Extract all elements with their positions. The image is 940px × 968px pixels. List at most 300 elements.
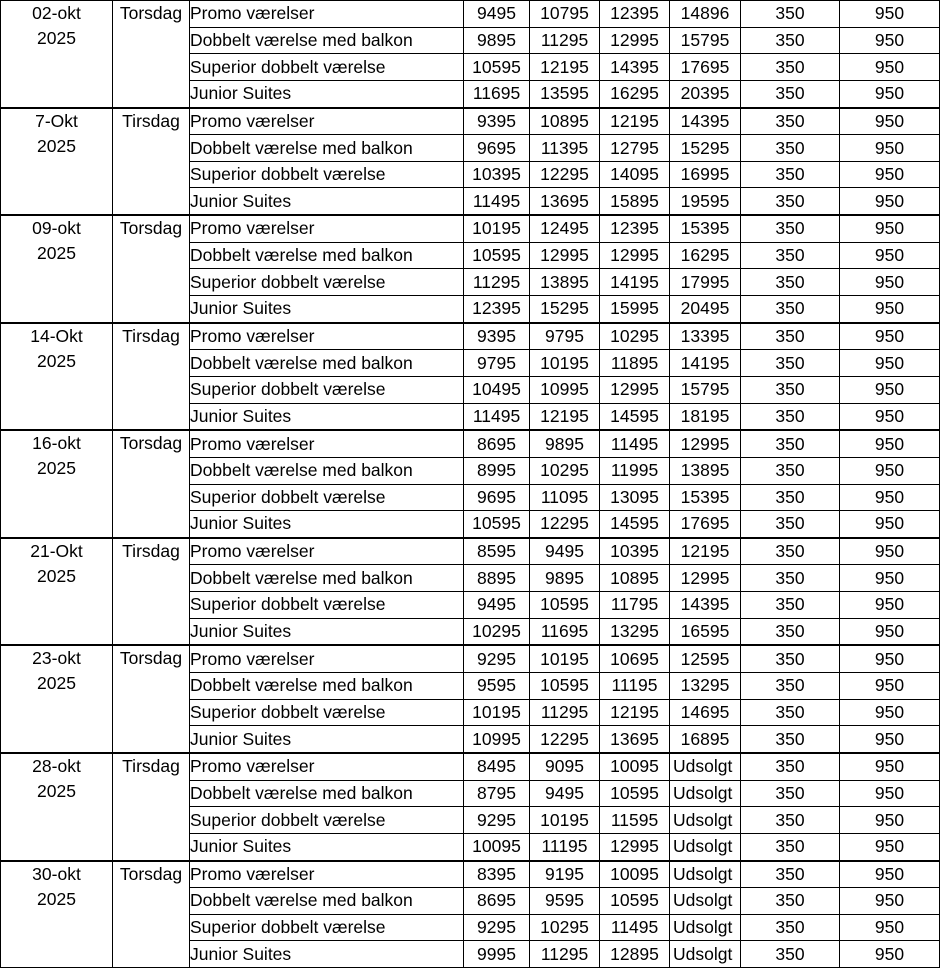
fee-cell-2: 950 bbox=[840, 941, 940, 968]
price-cell-4: 14395 bbox=[670, 592, 741, 619]
price-cell-2: 10295 bbox=[530, 457, 600, 484]
price-cell-2: 12295 bbox=[530, 161, 600, 188]
date-label: 09-okt bbox=[32, 218, 81, 239]
fee-cell-1: 350 bbox=[741, 753, 840, 780]
fee-cell-1: 350 bbox=[741, 618, 840, 645]
date-group bbox=[1, 1, 940, 108]
price-cell-3: 10595 bbox=[600, 780, 670, 807]
price-cell-3: 15995 bbox=[600, 296, 670, 323]
fee-cell-1: 350 bbox=[741, 350, 840, 377]
fee-cell-1: 350 bbox=[741, 833, 840, 860]
price-cell-4: 15795 bbox=[670, 27, 741, 54]
room-type-cell: Dobbelt værelse med balkon bbox=[190, 888, 464, 915]
price-cell-4: 18195 bbox=[670, 403, 741, 430]
price-cell-3: 12195 bbox=[600, 108, 670, 135]
price-cell-3: 11595 bbox=[600, 807, 670, 834]
year-label: 2025 bbox=[37, 780, 76, 801]
date-label: 30-okt bbox=[32, 863, 81, 884]
price-cell-2: 10595 bbox=[530, 592, 600, 619]
price-cell-4: 12995 bbox=[670, 430, 741, 457]
price-cell-4: Udsolgt bbox=[670, 888, 741, 915]
table-row bbox=[1, 215, 940, 242]
room-type-cell: Promo værelser bbox=[190, 430, 464, 457]
fee-cell-2: 950 bbox=[840, 108, 940, 135]
fee-cell-2: 950 bbox=[840, 80, 940, 107]
price-cell-4: 17995 bbox=[670, 269, 741, 296]
date-label: 7-Okt bbox=[35, 110, 78, 131]
fee-cell-1: 350 bbox=[741, 323, 840, 350]
price-cell-2: 10995 bbox=[530, 376, 600, 403]
fee-cell-1: 350 bbox=[741, 484, 840, 511]
room-type-cell: Dobbelt værelse med balkon bbox=[190, 135, 464, 162]
fee-cell-2: 950 bbox=[840, 833, 940, 860]
price-cell-1: 9295 bbox=[464, 645, 530, 672]
table-row bbox=[1, 108, 940, 135]
price-cell-1: 8995 bbox=[464, 457, 530, 484]
price-cell-4: Udsolgt bbox=[670, 833, 741, 860]
price-cell-3: 10695 bbox=[600, 645, 670, 672]
fee-cell-2: 950 bbox=[840, 888, 940, 915]
price-cell-1: 10395 bbox=[464, 161, 530, 188]
fee-cell-2: 950 bbox=[840, 376, 940, 403]
fee-cell-1: 350 bbox=[741, 592, 840, 619]
room-type-cell: Promo værelser bbox=[190, 753, 464, 780]
room-type-cell: Superior dobbelt værelse bbox=[190, 161, 464, 188]
price-cell-2: 9595 bbox=[530, 888, 600, 915]
fee-cell-1: 350 bbox=[741, 565, 840, 592]
price-cell-3: 10395 bbox=[600, 538, 670, 565]
fee-cell-1: 350 bbox=[741, 27, 840, 54]
price-cell-1: 9595 bbox=[464, 673, 530, 700]
fee-cell-2: 950 bbox=[840, 430, 940, 457]
room-type-cell: Superior dobbelt værelse bbox=[190, 376, 464, 403]
date-cell bbox=[1, 753, 113, 861]
fee-cell-2: 950 bbox=[840, 699, 940, 726]
price-cell-4: Udsolgt bbox=[670, 780, 741, 807]
room-type-cell: Dobbelt værelse med balkon bbox=[190, 27, 464, 54]
price-cell-1: 10195 bbox=[464, 215, 530, 242]
room-type-cell: Dobbelt værelse med balkon bbox=[190, 780, 464, 807]
price-cell-1: 11695 bbox=[464, 80, 530, 107]
price-cell-2: 11295 bbox=[530, 27, 600, 54]
price-cell-3: 14395 bbox=[600, 54, 670, 81]
price-cell-1: 9395 bbox=[464, 323, 530, 350]
date-cell bbox=[1, 538, 113, 646]
weekday-cell: Torsdag bbox=[113, 1, 190, 108]
price-cell-1: 9795 bbox=[464, 350, 530, 377]
room-type-cell: Junior Suites bbox=[190, 188, 464, 215]
price-cell-4: 12595 bbox=[670, 645, 741, 672]
price-cell-4: 12195 bbox=[670, 538, 741, 565]
price-cell-3: 10595 bbox=[600, 888, 670, 915]
date-label: 23-okt bbox=[32, 648, 81, 669]
price-cell-3: 14195 bbox=[600, 269, 670, 296]
price-cell-3: 11495 bbox=[600, 914, 670, 941]
price-cell-2: 11295 bbox=[530, 941, 600, 968]
date-group bbox=[1, 645, 940, 753]
price-cell-4: 14896 bbox=[670, 1, 741, 28]
price-cell-2: 12195 bbox=[530, 403, 600, 430]
fee-cell-2: 950 bbox=[840, 161, 940, 188]
price-cell-1: 10495 bbox=[464, 376, 530, 403]
room-type-cell: Junior Suites bbox=[190, 80, 464, 107]
year-label: 2025 bbox=[37, 565, 76, 586]
price-cell-3: 13295 bbox=[600, 618, 670, 645]
price-cell-1: 9495 bbox=[464, 592, 530, 619]
fee-cell-2: 950 bbox=[840, 592, 940, 619]
price-cell-2: 10195 bbox=[530, 645, 600, 672]
year-label: 2025 bbox=[37, 243, 76, 264]
price-cell-4: 15395 bbox=[670, 484, 741, 511]
room-type-cell: Promo værelser bbox=[190, 861, 464, 888]
price-cell-4: Udsolgt bbox=[670, 861, 741, 888]
room-type-cell: Dobbelt værelse med balkon bbox=[190, 457, 464, 484]
price-cell-2: 12195 bbox=[530, 54, 600, 81]
room-type-cell: Promo værelser bbox=[190, 323, 464, 350]
fee-cell-2: 950 bbox=[840, 54, 940, 81]
fee-cell-1: 350 bbox=[741, 673, 840, 700]
price-cell-2: 13695 bbox=[530, 188, 600, 215]
fee-cell-2: 950 bbox=[840, 350, 940, 377]
fee-cell-1: 350 bbox=[741, 780, 840, 807]
price-cell-3: 12895 bbox=[600, 941, 670, 968]
fee-cell-1: 350 bbox=[741, 269, 840, 296]
fee-cell-2: 950 bbox=[840, 914, 940, 941]
price-cell-4: 13395 bbox=[670, 323, 741, 350]
price-cell-3: 12995 bbox=[600, 833, 670, 860]
fee-cell-2: 950 bbox=[840, 269, 940, 296]
price-cell-2: 13595 bbox=[530, 80, 600, 107]
price-cell-4: 16995 bbox=[670, 161, 741, 188]
price-cell-1: 8495 bbox=[464, 753, 530, 780]
fee-cell-2: 950 bbox=[840, 242, 940, 269]
price-cell-1: 10195 bbox=[464, 699, 530, 726]
price-cell-1: 9995 bbox=[464, 941, 530, 968]
price-cell-4: Udsolgt bbox=[670, 914, 741, 941]
fee-cell-2: 950 bbox=[840, 753, 940, 780]
price-cell-1: 12395 bbox=[464, 296, 530, 323]
price-cell-2: 11295 bbox=[530, 699, 600, 726]
price-cell-1: 10095 bbox=[464, 833, 530, 860]
fee-cell-1: 350 bbox=[741, 645, 840, 672]
fee-cell-2: 950 bbox=[840, 457, 940, 484]
date-label: 02-okt bbox=[32, 3, 81, 23]
price-cell-4: 14395 bbox=[670, 108, 741, 135]
room-type-cell: Superior dobbelt værelse bbox=[190, 592, 464, 619]
price-cell-1: 10595 bbox=[464, 511, 530, 538]
room-type-cell: Dobbelt værelse med balkon bbox=[190, 673, 464, 700]
weekday-cell: Torsdag bbox=[113, 645, 190, 753]
price-cell-3: 16295 bbox=[600, 80, 670, 107]
date-cell bbox=[1, 323, 113, 431]
fee-cell-2: 950 bbox=[840, 538, 940, 565]
table-row bbox=[1, 861, 940, 888]
room-type-cell: Superior dobbelt værelse bbox=[190, 484, 464, 511]
price-cell-2: 13895 bbox=[530, 269, 600, 296]
price-cell-3: 12995 bbox=[600, 242, 670, 269]
room-type-cell: Junior Suites bbox=[190, 403, 464, 430]
fee-cell-2: 950 bbox=[840, 323, 940, 350]
room-type-cell: Junior Suites bbox=[190, 511, 464, 538]
room-type-cell: Dobbelt værelse med balkon bbox=[190, 565, 464, 592]
date-cell bbox=[1, 861, 113, 968]
weekday-cell: Tirsdag bbox=[113, 753, 190, 861]
fee-cell-2: 950 bbox=[840, 135, 940, 162]
price-cell-1: 8895 bbox=[464, 565, 530, 592]
price-cell-3: 14095 bbox=[600, 161, 670, 188]
fee-cell-2: 950 bbox=[840, 807, 940, 834]
price-cell-2: 12495 bbox=[530, 215, 600, 242]
price-cell-4: 20395 bbox=[670, 80, 741, 107]
price-cell-4: 16295 bbox=[670, 242, 741, 269]
price-cell-2: 12295 bbox=[530, 726, 600, 753]
year-label: 2025 bbox=[37, 135, 76, 156]
weekday-cell: Tirsdag bbox=[113, 323, 190, 431]
price-cell-2: 11195 bbox=[530, 833, 600, 860]
room-type-cell: Promo værelser bbox=[190, 108, 464, 135]
year-label: 2025 bbox=[37, 888, 76, 909]
price-cell-4: 13895 bbox=[670, 457, 741, 484]
fee-cell-2: 950 bbox=[840, 188, 940, 215]
fee-cell-1: 350 bbox=[741, 242, 840, 269]
price-cell-4: Udsolgt bbox=[670, 807, 741, 834]
date-group bbox=[1, 430, 940, 538]
price-cell-2: 9095 bbox=[530, 753, 600, 780]
date-label: 16-okt bbox=[32, 433, 81, 454]
price-cell-1: 8695 bbox=[464, 888, 530, 915]
price-cell-3: 10095 bbox=[600, 753, 670, 780]
fee-cell-2: 950 bbox=[840, 215, 940, 242]
price-cell-3: 12995 bbox=[600, 376, 670, 403]
price-cell-1: 9695 bbox=[464, 135, 530, 162]
price-cell-2: 9895 bbox=[530, 430, 600, 457]
fee-cell-2: 950 bbox=[840, 27, 940, 54]
price-cell-2: 11695 bbox=[530, 618, 600, 645]
fee-cell-2: 950 bbox=[840, 1, 940, 28]
fee-cell-2: 950 bbox=[840, 780, 940, 807]
price-cell-2: 15295 bbox=[530, 296, 600, 323]
fee-cell-1: 350 bbox=[741, 296, 840, 323]
price-cell-2: 10895 bbox=[530, 108, 600, 135]
date-cell bbox=[1, 430, 113, 538]
fee-cell-1: 350 bbox=[741, 511, 840, 538]
price-cell-4: 19595 bbox=[670, 188, 741, 215]
date-group bbox=[1, 538, 940, 646]
price-cell-4: 14195 bbox=[670, 350, 741, 377]
price-cell-2: 10295 bbox=[530, 914, 600, 941]
price-cell-1: 9295 bbox=[464, 807, 530, 834]
price-cell-4: 15795 bbox=[670, 376, 741, 403]
fee-cell-1: 350 bbox=[741, 215, 840, 242]
date-label: 14-Okt bbox=[30, 325, 83, 346]
fee-cell-1: 350 bbox=[741, 538, 840, 565]
fee-cell-1: 350 bbox=[741, 80, 840, 107]
price-cell-4: 13295 bbox=[670, 673, 741, 700]
fee-cell-1: 350 bbox=[741, 403, 840, 430]
price-cell-4: 16895 bbox=[670, 726, 741, 753]
price-cell-3: 11995 bbox=[600, 457, 670, 484]
price-cell-2: 11395 bbox=[530, 135, 600, 162]
fee-cell-2: 950 bbox=[840, 296, 940, 323]
price-cell-1: 8395 bbox=[464, 861, 530, 888]
price-cell-1: 10595 bbox=[464, 242, 530, 269]
fee-cell-2: 950 bbox=[840, 618, 940, 645]
price-cell-3: 10895 bbox=[600, 565, 670, 592]
date-group bbox=[1, 215, 940, 323]
date-cell bbox=[1, 645, 113, 753]
price-cell-2: 12295 bbox=[530, 511, 600, 538]
weekday-cell: Tirsdag bbox=[113, 538, 190, 646]
room-type-cell: Promo værelser bbox=[190, 1, 464, 28]
room-type-cell: Promo værelser bbox=[190, 215, 464, 242]
table-row bbox=[1, 645, 940, 672]
weekday-cell: Tirsdag bbox=[113, 108, 190, 216]
price-cell-4: 17695 bbox=[670, 511, 741, 538]
price-cell-2: 10195 bbox=[530, 350, 600, 377]
price-cell-1: 8595 bbox=[464, 538, 530, 565]
room-type-cell: Superior dobbelt værelse bbox=[190, 914, 464, 941]
date-label: 28-okt bbox=[32, 755, 81, 776]
fee-cell-1: 350 bbox=[741, 188, 840, 215]
price-cell-3: 12395 bbox=[600, 215, 670, 242]
room-type-cell: Junior Suites bbox=[190, 941, 464, 968]
price-cell-4: 14695 bbox=[670, 699, 741, 726]
price-cell-3: 10095 bbox=[600, 861, 670, 888]
price-cell-3: 11795 bbox=[600, 592, 670, 619]
price-cell-2: 10595 bbox=[530, 673, 600, 700]
fee-cell-2: 950 bbox=[840, 403, 940, 430]
price-cell-2: 9895 bbox=[530, 565, 600, 592]
room-type-cell: Superior dobbelt værelse bbox=[190, 807, 464, 834]
room-type-cell: Superior dobbelt værelse bbox=[190, 269, 464, 296]
fee-cell-1: 350 bbox=[741, 726, 840, 753]
date-cell bbox=[1, 215, 113, 323]
price-cell-3: 14595 bbox=[600, 403, 670, 430]
date-cell bbox=[1, 108, 113, 216]
year-label: 2025 bbox=[37, 28, 76, 48]
price-cell-2: 9495 bbox=[530, 780, 600, 807]
price-cell-2: 9795 bbox=[530, 323, 600, 350]
room-type-cell: Superior dobbelt værelse bbox=[190, 699, 464, 726]
weekday-cell: Torsdag bbox=[113, 861, 190, 968]
fee-cell-1: 350 bbox=[741, 161, 840, 188]
price-cell-4: 20495 bbox=[670, 296, 741, 323]
year-label: 2025 bbox=[37, 458, 76, 479]
table-row bbox=[1, 323, 940, 350]
fee-cell-1: 350 bbox=[741, 376, 840, 403]
date-group bbox=[1, 323, 940, 431]
weekday-cell: Torsdag bbox=[113, 430, 190, 538]
price-cell-3: 11495 bbox=[600, 430, 670, 457]
price-cell-3: 13095 bbox=[600, 484, 670, 511]
price-cell-1: 8795 bbox=[464, 780, 530, 807]
year-label: 2025 bbox=[37, 350, 76, 371]
price-cell-1: 11495 bbox=[464, 188, 530, 215]
price-cell-4: 15295 bbox=[670, 135, 741, 162]
fee-cell-2: 950 bbox=[840, 645, 940, 672]
price-cell-3: 10295 bbox=[600, 323, 670, 350]
table-row bbox=[1, 753, 940, 780]
price-cell-3: 11195 bbox=[600, 673, 670, 700]
price-cell-4: 16595 bbox=[670, 618, 741, 645]
price-cell-1: 10995 bbox=[464, 726, 530, 753]
price-cell-3: 15895 bbox=[600, 188, 670, 215]
date-group bbox=[1, 861, 940, 968]
price-cell-4: 17695 bbox=[670, 54, 741, 81]
fee-cell-1: 350 bbox=[741, 108, 840, 135]
room-type-cell: Promo værelser bbox=[190, 645, 464, 672]
date-cell bbox=[1, 1, 113, 108]
price-cell-2: 9495 bbox=[530, 538, 600, 565]
room-type-cell: Junior Suites bbox=[190, 296, 464, 323]
fee-cell-2: 950 bbox=[840, 565, 940, 592]
price-cell-1: 10595 bbox=[464, 54, 530, 81]
year-label: 2025 bbox=[37, 673, 76, 694]
date-group bbox=[1, 753, 940, 861]
date-label: 21-Okt bbox=[30, 540, 83, 561]
price-cell-2: 9195 bbox=[530, 861, 600, 888]
table-row bbox=[1, 538, 940, 565]
fee-cell-1: 350 bbox=[741, 861, 840, 888]
price-cell-3: 12395 bbox=[600, 1, 670, 28]
price-cell-1: 10295 bbox=[464, 618, 530, 645]
price-cell-3: 12995 bbox=[600, 27, 670, 54]
price-cell-1: 9895 bbox=[464, 27, 530, 54]
price-cell-2: 12995 bbox=[530, 242, 600, 269]
price-cell-3: 14595 bbox=[600, 511, 670, 538]
fee-cell-1: 350 bbox=[741, 135, 840, 162]
fee-cell-1: 350 bbox=[741, 807, 840, 834]
price-cell-4: 12995 bbox=[670, 565, 741, 592]
weekday-cell: Torsdag bbox=[113, 215, 190, 323]
room-type-cell: Promo værelser bbox=[190, 538, 464, 565]
table-row bbox=[1, 1, 940, 28]
price-cell-4: 15395 bbox=[670, 215, 741, 242]
date-group bbox=[1, 108, 940, 216]
price-cell-1: 11295 bbox=[464, 269, 530, 296]
price-cell-4: Udsolgt bbox=[670, 941, 741, 968]
fee-cell-2: 950 bbox=[840, 726, 940, 753]
price-cell-2: 10195 bbox=[530, 807, 600, 834]
fee-cell-1: 350 bbox=[741, 54, 840, 81]
price-cell-1: 9395 bbox=[464, 108, 530, 135]
price-cell-2: 10795 bbox=[530, 1, 600, 28]
price-cell-3: 11895 bbox=[600, 350, 670, 377]
fee-cell-2: 950 bbox=[840, 511, 940, 538]
room-type-cell: Superior dobbelt værelse bbox=[190, 54, 464, 81]
fee-cell-1: 350 bbox=[741, 941, 840, 968]
fee-cell-1: 350 bbox=[741, 430, 840, 457]
price-cell-1: 9495 bbox=[464, 1, 530, 28]
fee-cell-1: 350 bbox=[741, 1, 840, 28]
price-cell-1: 9295 bbox=[464, 914, 530, 941]
fee-cell-2: 950 bbox=[840, 861, 940, 888]
room-type-cell: Dobbelt værelse med balkon bbox=[190, 242, 464, 269]
room-type-cell: Junior Suites bbox=[190, 726, 464, 753]
price-cell-1: 11495 bbox=[464, 403, 530, 430]
price-cell-1: 8695 bbox=[464, 430, 530, 457]
fee-cell-2: 950 bbox=[840, 673, 940, 700]
fee-cell-1: 350 bbox=[741, 888, 840, 915]
price-cell-4: Udsolgt bbox=[670, 753, 741, 780]
room-type-cell: Dobbelt værelse med balkon bbox=[190, 350, 464, 377]
price-cell-1: 9695 bbox=[464, 484, 530, 511]
room-type-cell: Junior Suites bbox=[190, 833, 464, 860]
price-cell-3: 12795 bbox=[600, 135, 670, 162]
room-type-cell: Junior Suites bbox=[190, 618, 464, 645]
price-cell-3: 12195 bbox=[600, 699, 670, 726]
fee-cell-1: 350 bbox=[741, 699, 840, 726]
